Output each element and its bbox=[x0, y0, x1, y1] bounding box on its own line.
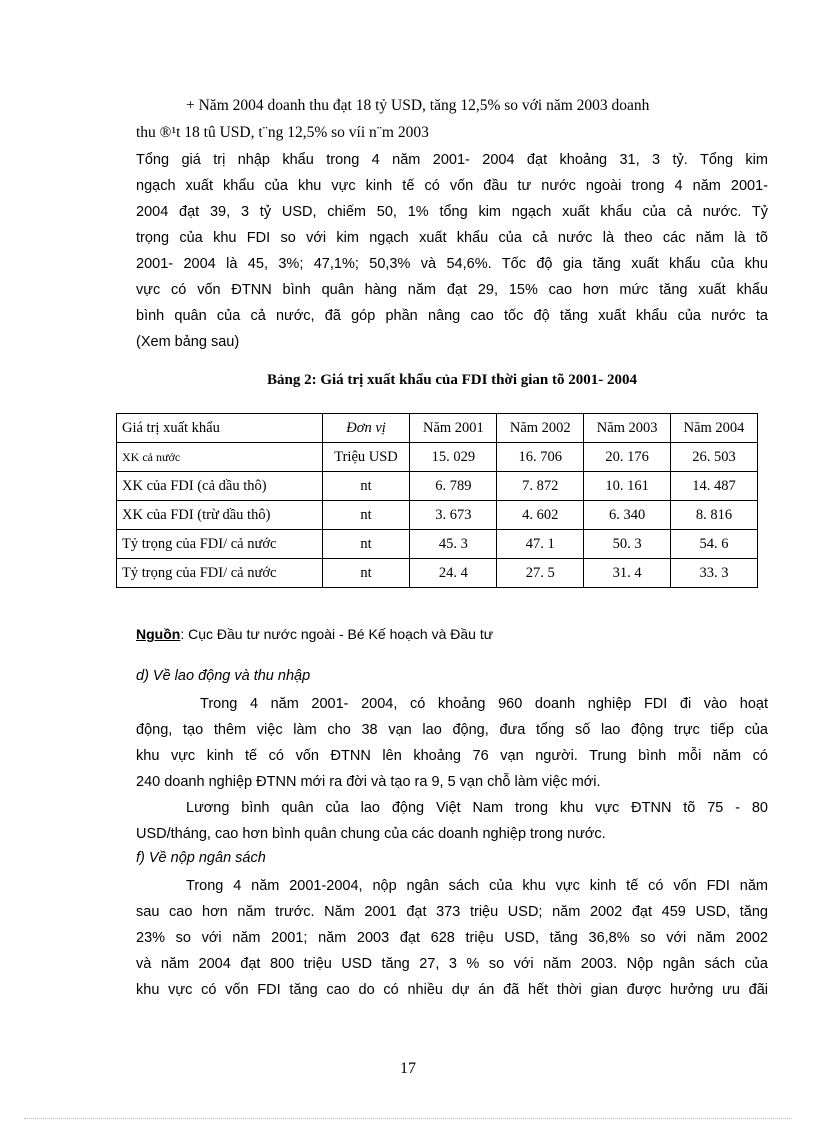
section-heading-labor: d) Về lao động và thu nhập bbox=[136, 668, 311, 684]
table-cell: 20. 176 bbox=[584, 443, 671, 472]
table-caption: Bảng 2: Giá trị xuất khẩu của FDI thời gian tõ 2001- 2004 bbox=[266, 372, 637, 388]
table-cell: nt bbox=[322, 501, 410, 530]
table-header-row bbox=[117, 414, 758, 443]
table-cell: 16. 706 bbox=[497, 443, 584, 472]
header-cell: Năm 2003 bbox=[584, 414, 671, 443]
table-cell: 24. 4 bbox=[410, 559, 497, 588]
paragraph-line: 23% so với năm 2001; năm 2003 đạt 628 triệu USD, tăng 36,8% so với năm 2002 bbox=[136, 930, 768, 946]
paragraph-line: 2001- 2004 là 45, 3%; 47,1%; 50,3% và 54,6%. Tốc độ gia tăng xuất khẩu của khu bbox=[136, 256, 768, 272]
table-cell: 15. 029 bbox=[410, 443, 497, 472]
page-number: 17 bbox=[400, 1060, 416, 1077]
paragraph-line: Lương bình quân của lao động Việt Nam trong khu vực ĐTNN tõ 75 - 80 bbox=[186, 800, 768, 816]
paragraph-line: 240 doanh nghiệp ĐTNN mới ra đời và tạo ra 9, 5 vạn chỗ làm việc mới. bbox=[136, 774, 601, 790]
paragraph-line: 2004 đạt 39, 3 tỷ USD, chiếm 50, 1% tổng kim ngạch xuất khẩu của cả nước. Tỷ bbox=[136, 204, 768, 220]
paragraph-line: Trong 4 năm 2001-2004, nộp ngân sách của khu vực kinh tế có vốn FDI năm bbox=[186, 878, 768, 894]
table-cell: 8. 816 bbox=[671, 501, 758, 530]
paragraph-line: bình quân của cả nước, đã góp phần nâng cao tốc độ tăng xuất khẩu của nước ta bbox=[136, 308, 768, 324]
table-row bbox=[117, 501, 758, 530]
table-cell: 6. 789 bbox=[410, 472, 497, 501]
table-row bbox=[117, 559, 758, 588]
table-row bbox=[117, 443, 758, 472]
paragraph-line: thu ®¹t 18 tû USD, t¨ng 12,5% so víi n¨m 2003 bbox=[136, 124, 429, 141]
table-cell: 14. 487 bbox=[671, 472, 758, 501]
table-cell: 54. 6 bbox=[671, 530, 758, 559]
table-cell: XK của FDI (cả dầu thô) bbox=[117, 472, 323, 501]
table-row bbox=[117, 530, 758, 559]
paragraph-line: khu vực kinh tế có vốn ĐTNN lên khoảng 76 vạn người. Trung bình mỗi năm có bbox=[136, 748, 768, 764]
header-cell: Năm 2002 bbox=[497, 414, 584, 443]
source-label: Nguồn bbox=[136, 626, 181, 642]
header-cell: Năm 2001 bbox=[410, 414, 497, 443]
table-cell: Tỷ trọng của FDI/ cả nước bbox=[117, 530, 323, 559]
table-cell: XK của FDI (trừ dầu thô) bbox=[117, 501, 323, 530]
table-cell: Tỷ trọng của FDI/ cả nước bbox=[117, 559, 323, 588]
table-cell: 45. 3 bbox=[410, 530, 497, 559]
table-cell: 33. 3 bbox=[671, 559, 758, 588]
source-text: : Cục Đầu tư nước ngoài - Bé Kế hoạch và Đầu tư bbox=[180, 626, 494, 642]
paragraph-line: USD/tháng, cao hơn bình quân chung của các doanh nghiệp trong nước. bbox=[136, 826, 606, 842]
table-source bbox=[136, 626, 493, 642]
table-cell: 50. 3 bbox=[584, 530, 671, 559]
paragraph-line: sau cao hơn năm trước. Năm 2001 đạt 373 triệu USD; năm 2002 đạt 459 USD, tăng bbox=[136, 904, 768, 920]
table-cell: 47. 1 bbox=[497, 530, 584, 559]
table-cell: nt bbox=[322, 530, 410, 559]
table-cell: 31. 4 bbox=[584, 559, 671, 588]
table-cell: 6. 340 bbox=[584, 501, 671, 530]
paragraph-line: động, tạo thêm việc làm cho 38 vạn lao động, đưa tổng số lao động trực tiếp của bbox=[136, 722, 768, 738]
table-cell: 4. 602 bbox=[497, 501, 584, 530]
paragraph-line: Tổng giá trị nhập khẩu trong 4 năm 2001- 2004 đạt khoảng 31, 3 tỷ. Tổng kim bbox=[136, 152, 768, 168]
table-cell: 27. 5 bbox=[497, 559, 584, 588]
table-cell: 10. 161 bbox=[584, 472, 671, 501]
paragraph-line: khu vực có vốn FDI tăng cao do có nhiều dự án đã hết thời gian được hưởng ưu đãi bbox=[136, 982, 768, 998]
table-cell: Triệu USD bbox=[322, 443, 410, 472]
table-cell: 26. 503 bbox=[671, 443, 758, 472]
table-cell: nt bbox=[322, 559, 410, 588]
header-cell: Đơn vị bbox=[322, 414, 410, 443]
table-cell: XK cả nước bbox=[117, 443, 323, 472]
section-heading-budget: f) Về nộp ngân sách bbox=[136, 850, 266, 866]
header-cell: Giá trị xuất khẩu bbox=[117, 414, 323, 443]
export-value-table bbox=[116, 413, 758, 588]
paragraph-line: vực có vốn ĐTNN bình quân hàng năm đạt 29, 15% cao hơn mức tăng xuất khẩu bbox=[136, 282, 768, 298]
paragraph-line: trọng của khu FDI so với kim ngạch xuất khẩu của cả nước là theo các năm là tõ bbox=[136, 230, 768, 246]
table-cell: 3. 673 bbox=[410, 501, 497, 530]
paragraph-line: + Năm 2004 doanh thu đạt 18 tỷ USD, tăng 12,5% so với năm 2003 doanh bbox=[186, 97, 650, 114]
paragraph-line: ngạch xuất khẩu của khu vực kinh tế có vốn đầu tư nước ngoài trong 4 năm 2001- bbox=[136, 178, 768, 194]
table-cell: 7. 872 bbox=[497, 472, 584, 501]
table-row bbox=[117, 472, 758, 501]
header-cell: Năm 2004 bbox=[671, 414, 758, 443]
paragraph-line: (Xem bảng sau) bbox=[136, 334, 240, 350]
paragraph-line: Trong 4 năm 2001- 2004, có khoảng 960 doanh nghiệp FDI đi vào hoạt bbox=[200, 696, 768, 712]
table-cell: nt bbox=[322, 472, 410, 501]
footer-divider bbox=[24, 1118, 792, 1119]
paragraph-line: và năm 2004 đạt 800 triệu USD tăng 27, 3 % so với năm 2003. Nộp ngân sách của bbox=[136, 956, 768, 972]
